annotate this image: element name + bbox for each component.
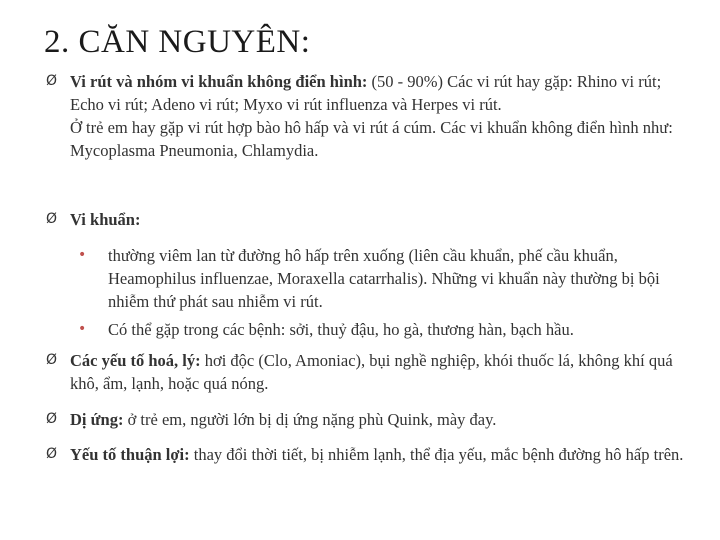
bullet-allergy <box>46 408 686 431</box>
bullet-text <box>70 349 686 395</box>
sub-bullet-text: Có thể gặp trong các bệnh: sởi, thuỷ đậu, ho gà, thương hàn, bạch hầu. <box>108 320 574 339</box>
bullet-body: ở trẻ em, người lớn bị dị ứng nặng phù Quink, mày đay. <box>123 410 497 429</box>
bullet-heading: Yếu tố thuận lợi: <box>70 445 190 464</box>
bullet-heading: Dị ứng: <box>70 410 124 429</box>
bullet-bacteria <box>46 208 686 231</box>
dot-bullet-icon: • <box>78 247 87 263</box>
arrow-bullet-icon: Ø <box>46 352 58 368</box>
bullet-favorable-factors <box>46 443 686 466</box>
bullet-text <box>70 70 686 162</box>
arrow-bullet-icon: Ø <box>46 73 58 89</box>
bullet-body: (50 - 90%) Các vi rút hay gặp: Rhino vi rút; Echo vi rút; Adeno vi rút; Myxo vi rút influenza và Herpes vi rút. <box>70 72 662 114</box>
bullet-viral-atypical <box>46 70 686 162</box>
slide-title: 2. CĂN NGUYÊN: <box>44 24 311 60</box>
bullet-text <box>70 443 686 466</box>
dot-bullet-icon: • <box>78 321 87 337</box>
bullet-text <box>70 408 686 431</box>
bullet-body: thay đổi thời tiết, bị nhiễm lạnh, thể địa yếu, mắc bệnh đường hô hấp trên. <box>189 445 684 464</box>
bullet-text <box>70 208 686 231</box>
arrow-bullet-icon: Ø <box>46 411 58 427</box>
bullet-chemical-physical <box>46 349 686 395</box>
bullet-heading: Các yếu tố hoá, lý: <box>70 351 201 370</box>
sub-bullet-diseases <box>78 318 693 341</box>
bullet-body: hơi độc (Clo, Amoniac), bụi nghề nghiệp, khói thuốc lá, không khí quá khô, ẩm, lạnh, hoặc quá nóng. <box>70 351 673 393</box>
arrow-bullet-icon: Ø <box>46 211 58 227</box>
sub-bullet-text: thường viêm lan từ đường hô hấp trên xuống (liên cầu khuẩn, phế cầu khuẩn, Heamophilus influenzae, Moraxella catarrhalis). Những vi khuẩn này thường bị bội nhiễm thứ phát sau nhiễm vi rút. <box>108 246 660 311</box>
bullet-body-2: Ở trẻ em hay gặp vi rút hợp bào hô hấp và vi rút á cúm. Các vi khuẩn không điển hình như: Mycoplasma Pneumonia, Chlamydia. <box>70 118 673 160</box>
bullet-heading: Vi khuẩn: <box>70 210 141 229</box>
bullet-heading: Vi rút và nhóm vi khuẩn không điển hình: <box>70 72 368 91</box>
sub-bullet-bacteria-spread <box>78 244 693 313</box>
arrow-bullet-icon: Ø <box>46 446 58 462</box>
